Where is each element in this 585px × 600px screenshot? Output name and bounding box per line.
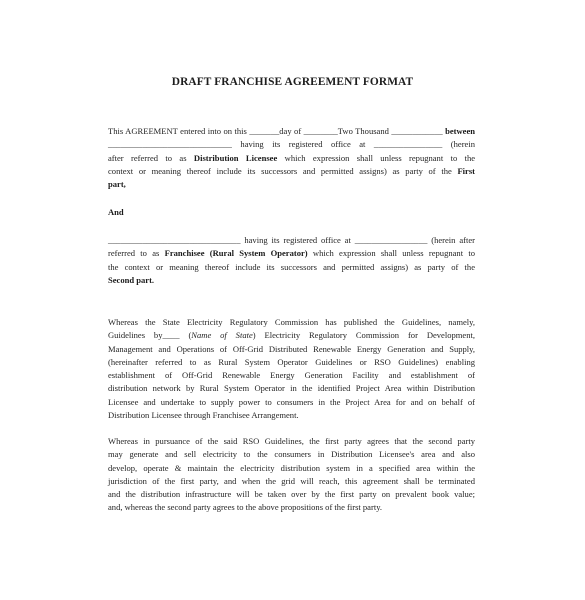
- first-party-line-3-prefix: after referred to as: [108, 152, 187, 163]
- and-label: [108, 206, 475, 219]
- second-party-line-2-suffix: which expression shall unless repugnant to: [312, 248, 475, 259]
- whereas1-line-8: Distribution Licensee through Franchisee Arrangement.: [108, 410, 299, 421]
- whereas2-line-4: jurisdiction of the first party, and when the grid will reach, this agreement shall be terminated: [108, 475, 475, 486]
- franchisee-bold-text: Franchisee (Rural System Operator): [164, 248, 308, 259]
- whereas1-line-5: establishment of Off-Grid Renewable Energy Generation Facility and establishment of: [108, 370, 475, 381]
- first-party-line-1: [108, 125, 475, 138]
- second-party-line-2-prefix: referred to as: [108, 248, 160, 259]
- whereas2-line-6: and, whereas the second party agrees to the above propositions of the first party.: [108, 502, 383, 513]
- second-party-line-3: the context or meaning thereof include its successors and permitted assigns) as party of the: [108, 261, 475, 272]
- whereas1-line-2: [108, 329, 475, 342]
- first-party-line-4-text: context or meaning thereof include its successors and permitted assigns) as party of the: [108, 165, 452, 176]
- whereas2-line-1: Whereas in pursuance of the said RSO Guidelines, the first party agrees that the second party: [108, 436, 475, 446]
- part-bold-text: part,: [108, 179, 126, 190]
- first-party-paragraph: [108, 125, 475, 191]
- whereas1-line-2-suffix: ) Electricity Regulatory Commission for Development,: [252, 330, 475, 341]
- distribution-licensee-bold-text: Distribution Licensee: [193, 152, 278, 163]
- second-party-line-4: [108, 274, 475, 287]
- first-bold-text: First: [457, 165, 475, 176]
- first-party-line-3: [108, 152, 475, 165]
- whereas1-line-6: distribution network by Rural System Operator in the identified Project Area within Distribution: [108, 383, 475, 394]
- first-party-line-2: _____________________________ having its registered office at ________________ (herein: [108, 139, 475, 150]
- second-party-paragraph: [108, 234, 475, 287]
- second-party-line-1: _______________________________ having its registered office at _________________ (herein after: [108, 235, 475, 245]
- first-party-line-5: [108, 178, 475, 191]
- whereas1-line-7: Licensee and undertake to supply power to consumers in the Project Area for and on behalf of: [108, 396, 475, 407]
- whereas1-line-3: Management and Operations of Off-Grid Distributed Renewable Energy Generation and Supply,: [108, 343, 475, 354]
- whereas2-line-3: develop, operate & maintain the electricity distribution system in a specified area within the: [108, 462, 475, 473]
- whereas1-line-4: (hereinafter referred to as Rural System Operator Guidelines or RSO Guidelines) enabling: [108, 356, 475, 367]
- between-bold-text: between: [445, 126, 475, 136]
- first-party-line-4: [108, 165, 475, 178]
- whereas1-line-2-prefix: Guidelines by____ (: [108, 330, 192, 341]
- first-party-line-1-text: This AGREEMENT entered into on this _______day of ________Two Thousand ____________: [108, 126, 443, 136]
- second-party-line-2: [108, 247, 475, 260]
- whereas2-line-2: may generate and sell electricity to the consumers in Distribution Licensee's area and also: [108, 449, 475, 460]
- whereas2-line-5: and the distribution infrastructure will be taken over by the first party on prevalent book value;: [108, 489, 475, 500]
- second-part-bold-text: Second part.: [108, 274, 155, 285]
- and-label-text: And: [108, 207, 124, 217]
- document-title: DRAFT FRANCHISE AGREEMENT FORMAT: [171, 76, 414, 88]
- whereas-paragraph-2: [108, 435, 475, 515]
- whereas1-line-1: Whereas the State Electricity Regulatory Commission has published the Guidelines, namely,: [108, 317, 475, 327]
- first-party-line-3-suffix: which expression shall unless repugnant to the: [284, 152, 476, 163]
- whereas-paragraph-1: [108, 316, 475, 422]
- name-of-state-italic: Name of State: [191, 330, 253, 341]
